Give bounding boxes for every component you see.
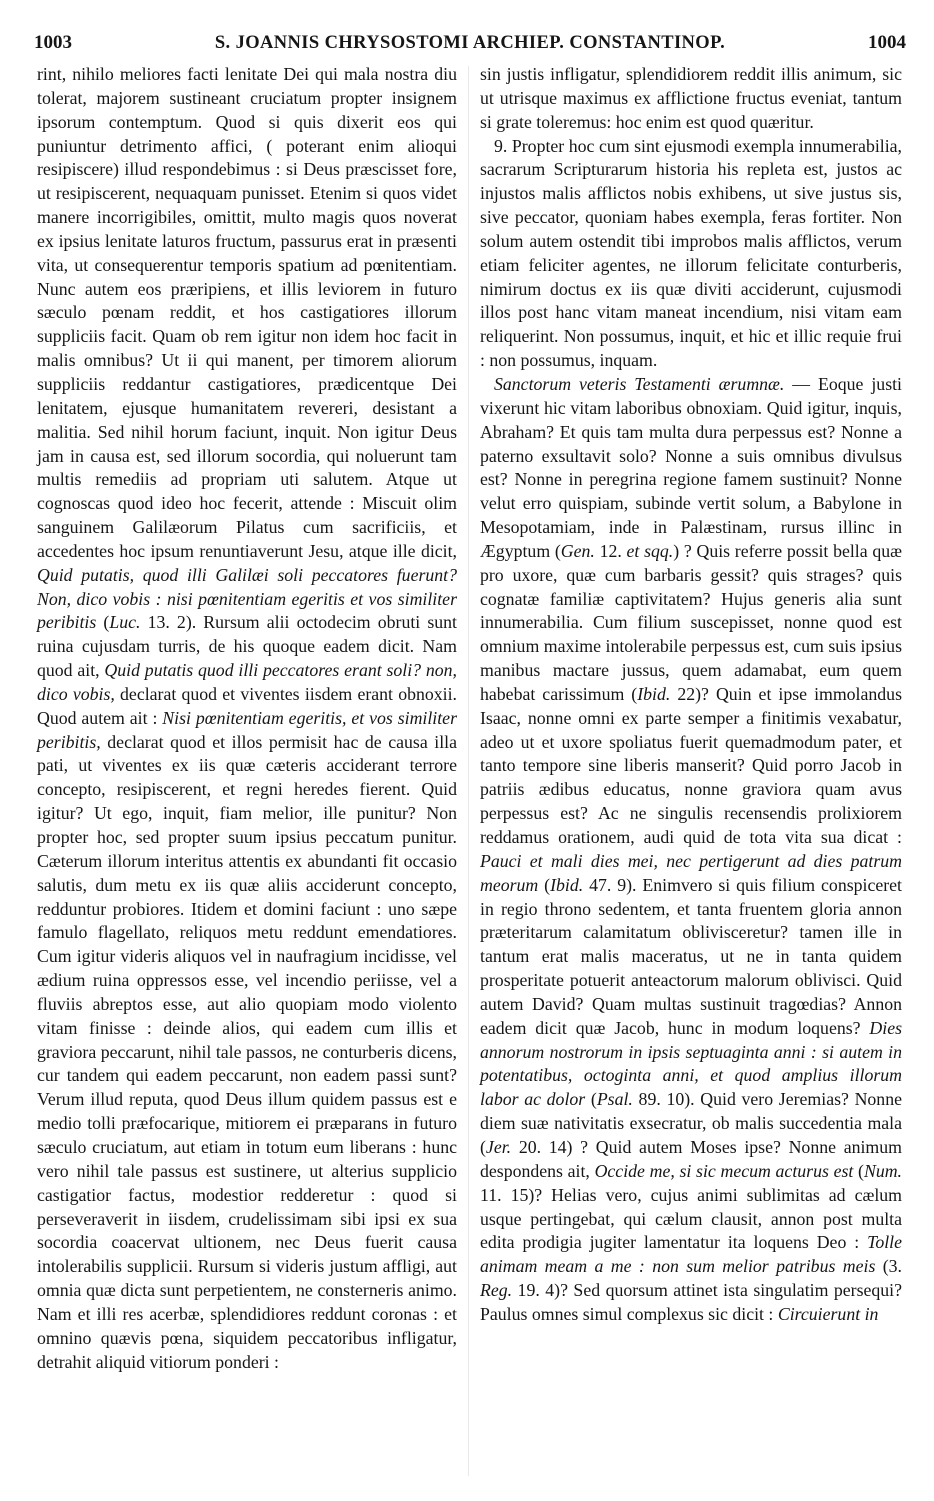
text-run: sin justis infligatur, splendidiorem reddit illis animum, sic ut utrisque maximus ex afflictione fructus eveniat, tantum si grate toleremus: hoc enim est quod quæritur.	[480, 64, 902, 132]
text-run: declarat quod et viventes iisdem erant obnoxii. Quod autem ait :	[37, 683, 457, 728]
paragraph	[480, 63, 902, 135]
right-column	[480, 63, 902, 1327]
scripture-quote: Dies annorum nostrorum in ipsis septuaginta anni : si autem in potentatibus, octoginta anni, et quod amplius illorum labor ac dolor	[480, 1017, 902, 1110]
text-run: 22)? Quin et ipse immolandus Isaac, nonne omni ex parte semper a finitimis vexabatur, adeo ut et uxore spoliatus fuerit quemadmodum pater, et tanto tempore sine liberis manserit? Quid porro Jacob in patriis ædibus educatus, nonne graviora quam avus perpessus est? Ac ne singulis recensendis prolixiorem reddamus orationem, audi quid de tota vita sua dicat :	[480, 683, 902, 847]
citation-ref: Ibid.	[550, 874, 584, 895]
running-title: S. JOANNIS CHRYSOSTOMI ARCHIEP. CONSTANTINOP.	[214, 33, 726, 53]
citation-ref: Luc.	[109, 612, 141, 633]
citation-ref: Psal.	[596, 1089, 633, 1110]
scripture-quote: Nisi pœnitentiam egeritis, et vos similiter peribitis,	[37, 707, 457, 752]
citation-ref: Jer.	[485, 1136, 512, 1157]
scripture-quote: Quid putatis, quod illi Galilæi soli peccatores fuerunt? Non, dico vobis : nisi pœnitentiam egeritis et vos similiter peribitis	[37, 564, 457, 633]
text-run: 20. 14) ? Quid autem Moses ipse? Nonne animum despondens ait,	[480, 1136, 902, 1181]
text-run: (3.	[875, 1256, 902, 1277]
citation-ref: Ibid.	[637, 683, 671, 704]
citation-ref: et sqq.	[626, 540, 674, 561]
scripture-quote: Occide me, si sic mecum acturus est	[594, 1160, 854, 1181]
text-run: 47. 9). Enimvero si quis filium conspiceret in regio throno sedentem, et tanta fruentem gloria annon præteritarum calamitatum oblivisceretur? tamen ille in tantum erat malis maceratus, ut ne in tanta quidem prosperitate potuerit anteactorum malorum oblivisci. Quid autem David? Quam multas sustinuit tragœdias? Annon eadem dicit quæ Jacob, hunc in modum loquens?	[480, 874, 902, 1038]
page-number-left: 1003	[34, 32, 72, 53]
scripture-quote: Circuierunt in	[777, 1303, 879, 1324]
text-run: 11. 15)? Helias vero, cujus animi sublimitas ad cælum usque pertingebat, qui cælum clausit, annon post multa edita prodigia jugiter lamentatur ita loquens Deo :	[480, 1184, 902, 1253]
text-run: rint, nihilo meliores facti lenitate Dei qui mala nostra diu tolerat, majorem sustineant cruciatum propter insignem ipsorum contemptum. Quod si quis dixerit eos qui puniuntur detrimento affici, ( poterant enim alioqui resipiscere) illud respondebimus : si Deus præscisset fore, ut resipiscerent, nequaquam punisset. Etenim si quos videt manere incorrigibiles, omittit, multo magis quos noverat ex ipsius lenitate laturos fructum, passurus erat in præsenti vita, ut consequerentur temporis spatium ad pœnitentiam. Nunc autem eos præripiens, et illis leviorem in futuro sæculo pœnam reddit, et hos castigatiores illorum suppliciis facit. Quam ob rem igitur non idem hoc facit in malis omnibus? Ut ii qui manent, per timorem aliorum suppliciis reddantur castigatiores, prædicentque Dei lenitatem, ejusque humanitatem revereri, desistant a malitia. Sed nihil horum faciunt, inquit. Non igitur Deus jam in causa est, sed illorum socordia, qui noluerunt tam multis remediis ad propriam uti salutem. Atque ut cognoscas quod ideo hoc fecerit, attende : Miscuit olim sanguinem Galilæorum Pilatus cum sacrificiis, et accedentes hoc ipsum renuntiaverunt Jesu, atque ille dicit,	[37, 64, 457, 561]
text-run: (	[853, 1160, 864, 1181]
citation-ref: Reg.	[480, 1280, 513, 1301]
text-run: 13. 2). Rursum alii octodecim obruti sunt ruina cujusdam turris, de his quoque eadem dicit. Nam quod ait,	[37, 612, 457, 681]
citation-ref: Gen.	[560, 540, 595, 561]
column-divider	[468, 66, 469, 1476]
text-run: — Eoque justi vixerunt hic vitam laboribus obnoxiam. Quid igitur, inquis, Abraham? Et quis tam multa dura perpessus est? Nonne a paterno exsultavit solo? Nonne a suis omnibus divulsus est? Nonne in peregrina regione famem sustinuit? Nonne velut erro quispiam, subinde vertit solum, a Babylone in Mesopotamiam, inde in Palæstinam, rursus illinc in Ægyptum (	[480, 373, 902, 561]
paragraph	[480, 135, 902, 373]
paragraph	[480, 373, 902, 1327]
running-header	[34, 32, 906, 62]
text-run: 89. 10). Quid vero Jeremias? Nonne diem suæ nativitatis exsecratur, ob malis succedentia mala (	[480, 1089, 902, 1157]
text-run: (	[585, 1089, 597, 1110]
paragraph	[37, 63, 457, 1374]
left-column	[37, 63, 457, 1374]
scripture-quote: Pauci et mali dies mei, nec pertigerunt ad dies patrum meorum	[480, 850, 902, 895]
text-run: (	[538, 874, 551, 895]
page-number-right: 1004	[868, 32, 906, 53]
scripture-quote: Quid putatis quod illi peccatores erant soli? non, dico vobis,	[37, 660, 458, 704]
section-heading: Sanctorum veteris Testamenti ærumnæ.	[494, 373, 785, 394]
text-run: ) ? Quis referre possit bella quæ pro uxore, quæ cum barbaris gessit? quis strages? quis cognatæ familiæ captivitatem? Hujus generis alia sunt innumerabilia. Cum filium suscepisset, nonne quod est omnium maxime intolerabile perpessus est, cum suis ipsius manibus mactare jussus, quem adamabat, eum quem habebat carissimum (	[480, 540, 902, 704]
text-run: declarat quod et illos permisit hac de causa illa pati, ut viventes ex iis quæ cæteris acciderant terrore concepto, resipiscerent, et regni heredes fierent. Quid igitur? Ut ego, inquit, fiam melior, ille punitur? Non propter hoc, sed propter suum ipsius peccatum punitur. Cæterum illorum interitus attentis ex abundanti fit occasio salutis, dum metu ex iis quæ aliis acciderunt concepto, redduntur probiores. Itidem et domini faciunt : uno sæpe famulo flagellato, reliquos metu reddunt emendatiores. Cum igitur videris aliquos vel in naufragium incidisse, vel ædium ruina oppressos esse, vel incendio periisse, vel a fluviis abreptos esse, aut alio quopiam modo violento vitam finisse : deinde alios, qui eadem cum illis et graviora peccarunt, nihil tale passos, ne conturberis dicens, cur tandem qui eadem peccarunt, non eadem passi sunt? Verum illud reputa, quod Deus illum quidem passus est e medio tolli præfocarique, mitiorem ei præparans in futuro sæculo cruciatum, aut etiam in totum eum liberans : hunc vero nihil tale passus est sustinere, ut alterius supplicio castigatior factus, modestior redderetur : quod si perseveraverit in iisdem, crudelissimam sibi ipsi ex sua socordia coacervat ultionem, nec Deus fuerit causa intolerabilis supplicii. Rursum si videris justum affligi, aut omnia quæ dicta sunt perpetientem, ne consterneris animo. Nam et illi res acerbæ, splendidiores reddunt coronas : et omnino quævis pœna, siquidem peccatoribus infligatur, detrahit aliquid vitiorum ponderi :	[37, 731, 457, 1372]
text-run: 12.	[594, 540, 627, 561]
citation-ref: Num.	[863, 1160, 903, 1181]
text-run: 19. 4)? Sed quorsum attinet ista singulatim persequi? Paulus omnes simul complexus sic dicit :	[480, 1280, 902, 1324]
text-run: 9. Propter hoc cum sint ejusmodi exempla innumerabilia, sacrarum Scripturarum historia his repleta est, justos ac injustos malis afflictos nobis exhibens, ut sive justus sis, sive peccator, quoniam habes exempla, feras fortiter. Non solum autem ostendit tibi improbos malis afflictos, verum etiam feliciter agentes, ne illorum felicitate conturberis, nimirum doctus ex iis quæ diviti acciderunt, cujusmodi illos post hanc vitam maneat incendium, nisi vitam eam reliquerint. Non possumus, inquit, et hic et illic requie frui : non possumus, inquam.	[480, 135, 902, 371]
text-run: (	[96, 612, 110, 633]
scripture-quote: Tolle animam meam a me : non sum melior patribus meis	[480, 1232, 902, 1277]
